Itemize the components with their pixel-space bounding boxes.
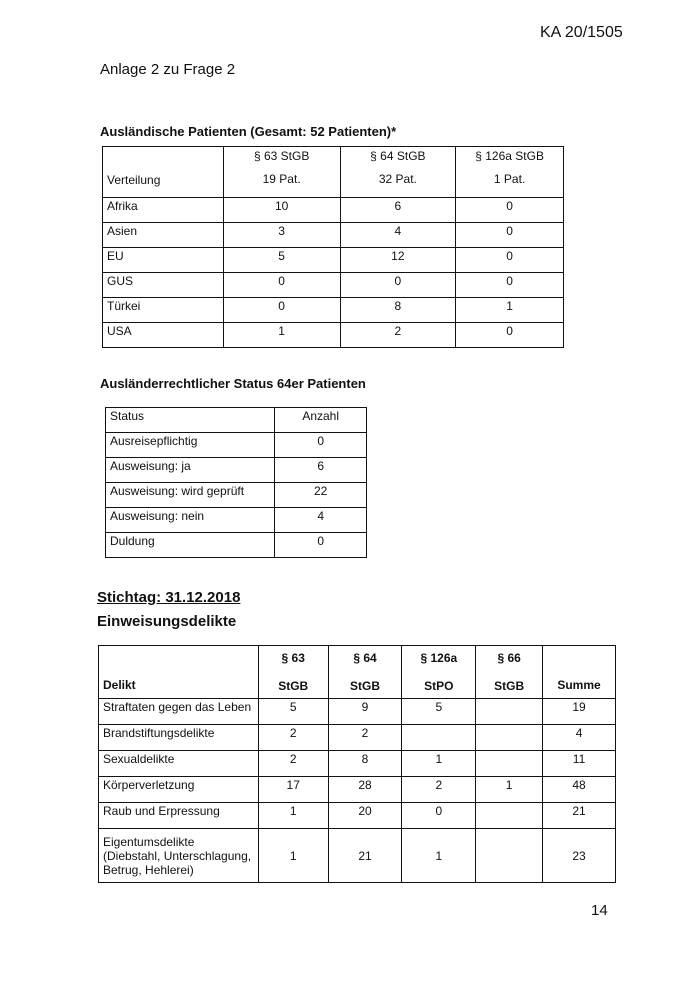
table-row <box>103 298 564 323</box>
table1-title: Ausländische Patienten (Gesamt: 52 Patienten)* <box>100 124 397 139</box>
count-cell: 6 <box>275 458 367 483</box>
table1-col-64 <box>340 147 456 198</box>
delikt-cell: Körperverletzung <box>99 777 259 803</box>
table-row <box>99 803 616 829</box>
status-cell: Ausweisung: nein <box>106 508 275 533</box>
table-header-row <box>106 408 367 433</box>
table-row <box>99 699 616 725</box>
col-64-header: § 64 StGB <box>328 646 402 699</box>
value-cell: 21 <box>328 829 402 883</box>
value-cell: 2 <box>258 751 328 777</box>
table1-col-126a <box>456 147 564 198</box>
table-row <box>103 323 564 348</box>
region-cell: GUS <box>103 273 224 298</box>
table-row <box>99 829 616 883</box>
col-126a-header: § 126a StPO <box>402 646 476 699</box>
col-law: § 126a StGB <box>475 149 544 163</box>
col-count: 32 Pat. <box>378 172 417 186</box>
value-cell: 1 <box>258 803 328 829</box>
table-row <box>103 273 564 298</box>
value-cell: 1 <box>402 829 476 883</box>
section-heading: Einweisungsdelikte <box>97 613 237 630</box>
sum-cell: 48 <box>543 777 616 803</box>
value-cell: 1 <box>402 751 476 777</box>
col-count: 1 Pat. <box>493 172 526 186</box>
value-cell: 12 <box>340 248 456 273</box>
sum-cell: 11 <box>543 751 616 777</box>
value-cell: 9 <box>328 699 402 725</box>
value-cell: 1 <box>223 323 340 348</box>
table-row <box>106 433 367 458</box>
value-cell: 0 <box>456 198 564 223</box>
value-cell: 5 <box>258 699 328 725</box>
sum-cell: 23 <box>543 829 616 883</box>
value-cell: 28 <box>328 777 402 803</box>
col-63-header: § 63 StGB <box>258 646 328 699</box>
region-cell: Türkei <box>103 298 224 323</box>
count-cell: 0 <box>275 433 367 458</box>
col-law: § 63 StGB <box>253 149 310 163</box>
region-cell: Afrika <box>103 198 224 223</box>
value-cell <box>402 725 476 751</box>
value-cell: 8 <box>328 751 402 777</box>
count-cell: 4 <box>275 508 367 533</box>
status-cell: Ausweisung: wird geprüft <box>106 483 275 508</box>
value-cell <box>476 803 543 829</box>
value-cell <box>476 699 543 725</box>
value-cell: 2 <box>340 323 456 348</box>
value-cell: 6 <box>340 198 456 223</box>
document-reference: KA 20/1505 <box>540 24 623 41</box>
table-row <box>99 725 616 751</box>
col-law: § 64 StGB <box>370 149 426 163</box>
value-cell: 20 <box>328 803 402 829</box>
table-row <box>106 458 367 483</box>
value-cell: 17 <box>258 777 328 803</box>
summe-header: Summe <box>543 646 616 699</box>
value-cell: 5 <box>223 248 340 273</box>
value-cell: 1 <box>456 298 564 323</box>
value-cell: 2 <box>258 725 328 751</box>
value-cell <box>476 725 543 751</box>
value-cell: 0 <box>223 298 340 323</box>
value-cell: 0 <box>340 273 456 298</box>
value-cell <box>476 751 543 777</box>
col-count: 19 Pat. <box>262 172 301 186</box>
status-header: Status <box>106 408 275 433</box>
col-66-header: § 66 StGB <box>476 646 543 699</box>
delikt-cell: Eigentumsdelikte (Diebstahl, Unterschlagung, Betrug, Hehlerei) <box>99 829 259 883</box>
table2-title: Ausländerrechtlicher Status 64er Patienten <box>100 376 366 391</box>
value-cell: 0 <box>223 273 340 298</box>
delikt-cell: Raub und Erpressung <box>99 803 259 829</box>
value-cell: 0 <box>456 248 564 273</box>
offenses-table <box>98 645 616 883</box>
value-cell: 2 <box>402 777 476 803</box>
value-cell: 0 <box>456 323 564 348</box>
count-header: Anzahl <box>275 408 367 433</box>
foreign-patients-table <box>102 146 564 348</box>
delikt-cell: Brandstiftungsdelikte <box>99 725 259 751</box>
table-row <box>103 248 564 273</box>
delikt-cell: Sexualdelikte <box>99 751 259 777</box>
value-cell: 0 <box>456 223 564 248</box>
table1-row-label-cell <box>103 147 224 198</box>
page-number: 14 <box>591 902 608 919</box>
status-cell: Duldung <box>106 533 275 558</box>
value-cell: 0 <box>402 803 476 829</box>
table-row <box>103 198 564 223</box>
value-cell <box>476 829 543 883</box>
region-cell: EU <box>103 248 224 273</box>
value-cell: 2 <box>328 725 402 751</box>
table-row <box>99 751 616 777</box>
value-cell: 3 <box>223 223 340 248</box>
region-cell: USA <box>103 323 224 348</box>
annex-label: Anlage 2 zu Frage 2 <box>100 61 236 78</box>
table-header-row <box>99 646 616 699</box>
table1-col-63 <box>223 147 340 198</box>
value-cell: 8 <box>340 298 456 323</box>
sum-cell: 19 <box>543 699 616 725</box>
reference-date: Stichtag: 31.12.2018 <box>97 589 241 606</box>
delikt-cell: Straftaten gegen das Leben <box>99 699 259 725</box>
region-cell: Asien <box>103 223 224 248</box>
value-cell: 5 <box>402 699 476 725</box>
table-row <box>99 777 616 803</box>
delikt-header: Delikt <box>99 646 259 699</box>
table-row <box>106 533 367 558</box>
value-cell: 1 <box>476 777 543 803</box>
status-cell: Ausweisung: ja <box>106 458 275 483</box>
value-cell: 4 <box>340 223 456 248</box>
residence-status-table <box>105 407 367 558</box>
value-cell: 0 <box>456 273 564 298</box>
sum-cell: 4 <box>543 725 616 751</box>
table-row <box>106 483 367 508</box>
table1-row-label: Verteilung <box>107 173 161 187</box>
value-cell: 10 <box>223 198 340 223</box>
count-cell: 0 <box>275 533 367 558</box>
table-row <box>106 508 367 533</box>
value-cell: 1 <box>258 829 328 883</box>
sum-cell: 21 <box>543 803 616 829</box>
count-cell: 22 <box>275 483 367 508</box>
status-cell: Ausreisepflichtig <box>106 433 275 458</box>
table-row <box>103 223 564 248</box>
